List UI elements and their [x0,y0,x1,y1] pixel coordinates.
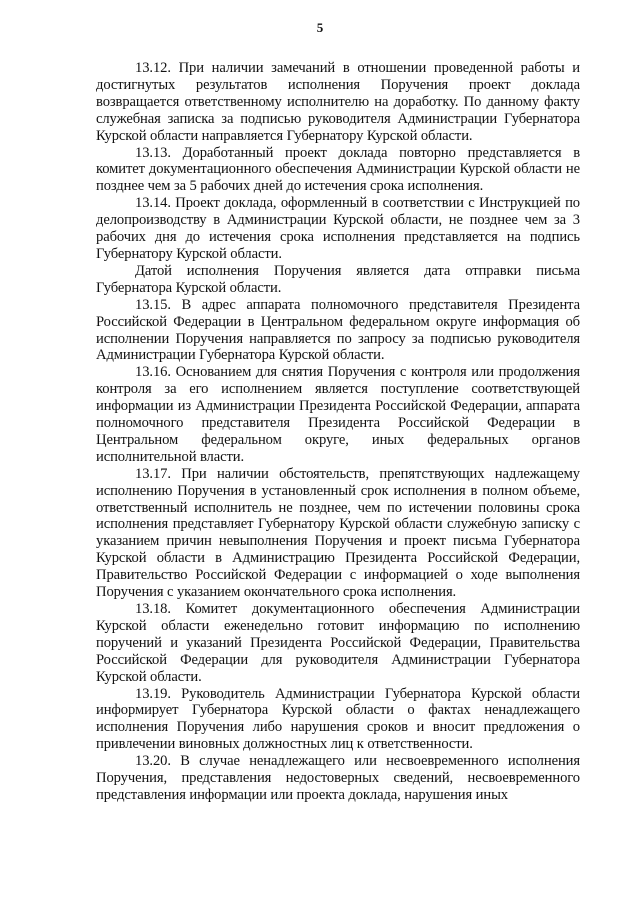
paragraph-13-19: 13.19. Руководитель Администрации Губернатора Курской области информирует Губернатора Курской области о фактах ненадлежащего исполнения Поручения либо нарушения сроков и вносит предложения о привлечении виновных должностных лиц к ответственности. [96,685,580,753]
document-body [96,60,580,804]
paragraph-13-13: 13.13. Доработанный проект доклада повторно представляется в комитет документационного обеспечения Администрации Курской области не позднее чем за 5 рабочих дней до истечения срока исполнения. [96,144,580,195]
paragraph-13-14: 13.14. Проект доклада, оформленный в соответствии с Инструкцией по делопроизводству в Администрации Курской области, не позднее чем за 3 рабочих дня до истечения срока исполнения представляется на подпись Губернатору Курской области. [96,195,580,262]
paragraph-13-12: 13.12. При наличии замечаний в отношении проведенной работы и достигнутых результатов исполнения Поручения проект доклада возвращается ответственному исполнителю на доработку. По данному факту служебная записка за подписью руководителя Администрации Губернатора Курской области направляется Губернатору Курской области. [96,60,580,144]
paragraph-13-17: 13.17. При наличии обстоятельств, препятствующих надлежащему исполнению Поручения в установленный срок исполнения в полном объеме, ответственный исполнитель не позднее, чем по истечении половины срока исполнения представляет Губернатору Курской области служебную записку с указанием причин невыполнения Поручения и проект письма Губернатора Курской области в Администрацию Президента Российской Федерации, Правительство Российской Федерации с информацией о ходе выполнения Поручения с указанием окончательного срока исполнения. [96,465,580,601]
paragraph-13-20: 13.20. В случае ненадлежащего или несвоевременного исполнения Поручения, представления недостоверных сведений, несвоевременного представления информации или проекта доклада, нарушения иных [96,753,580,803]
page-number: 5 [316,20,324,35]
paragraph-13-18: 13.18. Комитет документационного обеспечения Администрации Курской области еженедельно готовит информацию по исполнению поручений и указаний Президента Российской Федерации, Правительства Российской Федерации для руководителя Администрации Губернатора Курской области. [96,601,580,685]
paragraph-13-16: 13.16. Основанием для снятия Поручения с контроля или продолжения контроля за его исполнением является поступление соответствующей информации из Администрации Президента Российской Федерации, аппарата полномочного представителя Президента Российской Федерации в Центральном федеральном округе, иных федеральных органов исполнительной власти. [96,364,580,465]
paragraph-13-15: 13.15. В адрес аппарата полномочного представителя Президента Российской Федерации в Центральном федеральном округе информация об исполнении Поручения направляется по запросу за подписью руководителя Администрации Губернатора Курской области. [96,296,580,364]
paragraph-execution-date: Датой исполнения Поручения является дата отправки письма Губернатора Курской области. [96,262,580,296]
